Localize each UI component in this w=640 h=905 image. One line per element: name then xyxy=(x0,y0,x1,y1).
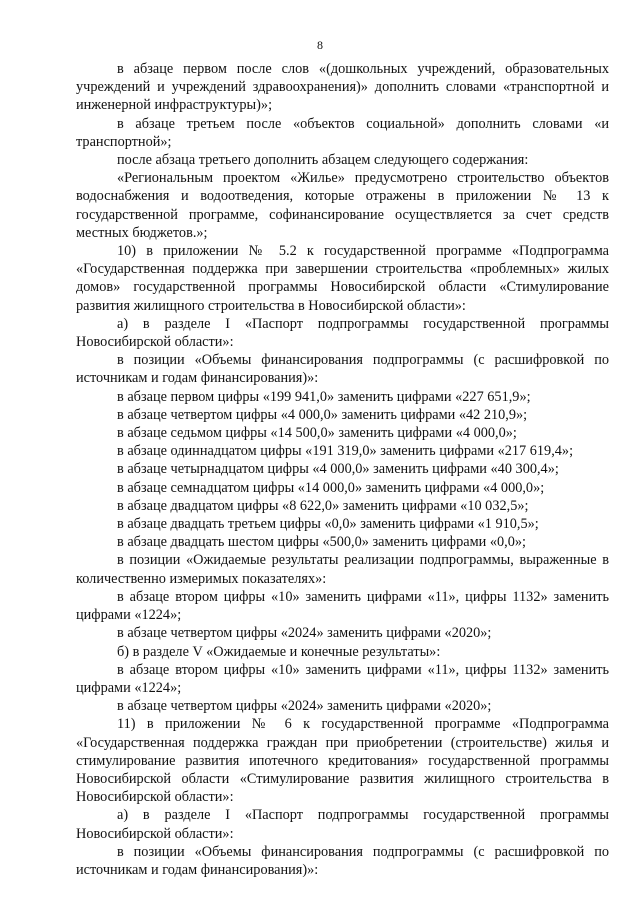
paragraph: в абзаце втором цифры «10» заменить цифрами «11», цифры 1132» заменить цифрами «1224»; xyxy=(76,661,609,696)
paragraph: в абзаце первом после слов «(дошкольных учреждений, образовательных учреждений и учреждений здравоохранения)» дополнить словами «транспортной и инженерной инфраструктуры)»; xyxy=(76,61,609,114)
paragraph: в абзаце третьем после «объектов социальной» дополнить словами «и транспортной»; xyxy=(76,115,609,150)
paragraph: в абзаце четвертом цифры «4 000,0» заменить цифрами «42 210,9»; xyxy=(117,406,528,423)
paragraph: в абзаце четвертом цифры «2024» заменить цифрами «2020»; xyxy=(117,625,492,642)
paragraph: в абзаце семнадцатом цифры «14 000,0» заменить цифрами «4 000,0»; xyxy=(117,479,545,496)
paragraph: в абзаце четырнадцатом цифры «4 000,0» заменить цифрами «40 300,4»; xyxy=(117,461,559,478)
paragraph: 10) в приложении № 5.2 к государственной программе «Подпрограмма «Государственная поддержка при завершении строительства «проблемных» жилых домов» государственной программы Новосибирской области «Стимулирование развития жилищного строительства в Новосибирской области»: xyxy=(76,243,609,314)
paragraph: в абзаце двадцать третьем цифры «0,0» заменить цифрами «1 910,5»; xyxy=(117,516,539,533)
page-number: 8 xyxy=(317,38,323,52)
paragraph: в абзаце первом цифры «199 941,0» заменить цифрами «227 651,9»; xyxy=(117,388,531,405)
document-body xyxy=(76,60,609,879)
paragraph: в абзаце седьмом цифры «14 500,0» заменить цифрами «4 000,0»; xyxy=(117,425,517,442)
paragraph: в абзаце двадцатом цифры «8 622,0» заменить цифрами «10 032,5»; xyxy=(117,497,529,514)
paragraph: в абзаце втором цифры «10» заменить цифрами «11», цифры 1132» заменить цифрами «1224»; xyxy=(76,588,609,624)
paragraph: в позиции «Объемы финансирования подпрограммы (с расшифровкой по источникам и годам финансирования)»: xyxy=(76,352,609,387)
paragraph: в абзаце двадцать шестом цифры «500,0» заменить цифрами «0,0»; xyxy=(117,534,526,551)
paragraph: в абзаце одиннадцатом цифры «191 319,0» заменить цифрами «217 619,4»; xyxy=(117,443,574,460)
paragraph: 11) в приложении № 6 к государственной программе «Подпрограмма «Государственная поддержка граждан при приобретении (строительстве) жилья и стимулирование развития ипотечного кредитования» государственной программы Новосибирской области «Стимулирование развития жилищного строительства в Новосибирской области»: xyxy=(76,716,609,806)
paragraph: «Региональным проектом «Жилье» предусмотрено строительство объектов водоснабжения и водоотведения, которые отражены в приложении № 13 к государственной программе, софинансирование осуществляется за счет средств местных бюджетов.»; xyxy=(76,170,609,241)
paragraph: а) в разделе I «Паспорт подпрограммы государственной программы Новосибирской области»: xyxy=(76,315,609,351)
paragraph: в позиции «Объемы финансирования подпрограммы (с расшифровкой по источникам и годам финансирования)»: xyxy=(76,843,609,878)
paragraph: в абзаце четвертом цифры «2024» заменить цифрами «2020»; xyxy=(117,698,492,715)
paragraph: в позиции «Ожидаемые результаты реализации подпрограммы, выраженные в количественно измеримых показателях»: xyxy=(76,552,609,587)
paragraph: после абзаца третьего дополнить абзацем следующего содержания: xyxy=(117,152,529,169)
paragraph: б) в разделе V «Ожидаемые и конечные результаты»: xyxy=(117,643,441,660)
paragraph: а) в разделе I «Паспорт подпрограммы государственной программы Новосибирской области»: xyxy=(76,807,609,842)
